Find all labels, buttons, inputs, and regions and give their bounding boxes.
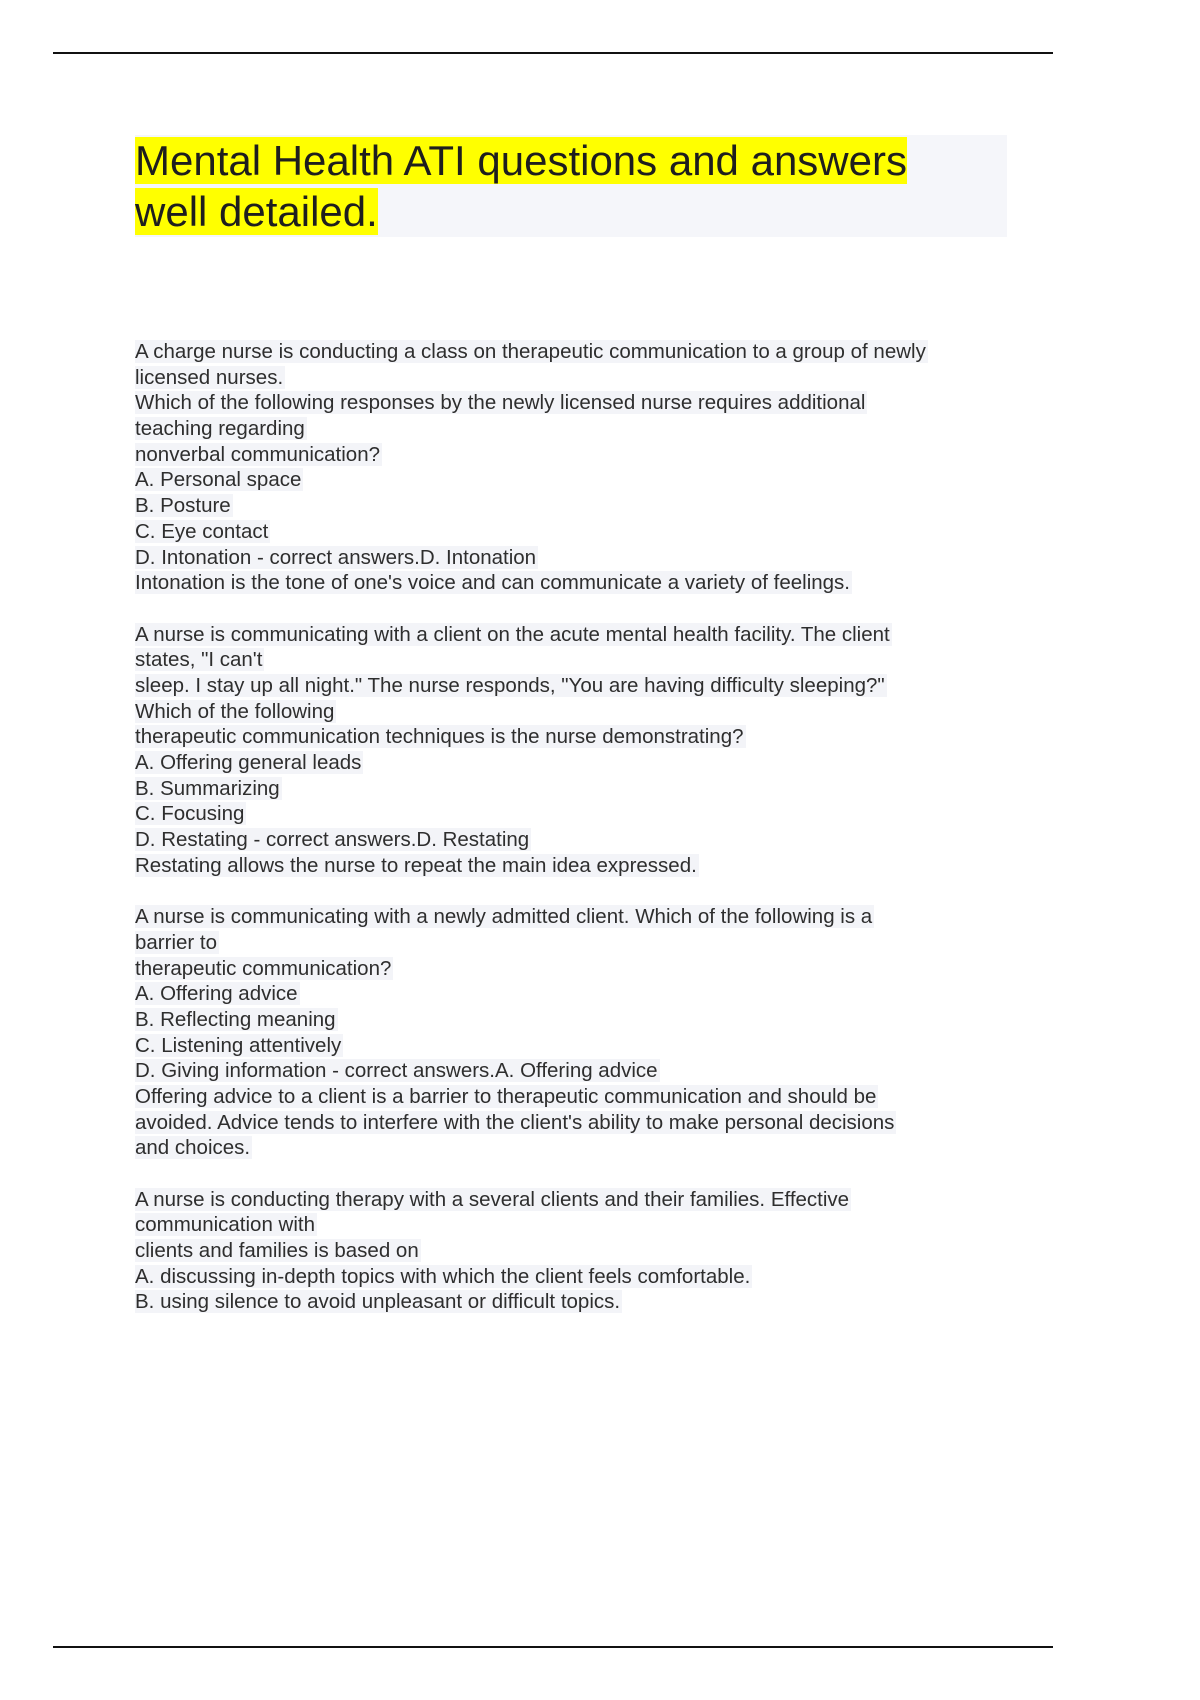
line-text: states, "I can't: [135, 648, 263, 672]
question-line: [135, 365, 1015, 391]
question-line: [135, 801, 1015, 827]
question-line: [135, 545, 1015, 571]
line-text: licensed nurses.: [135, 365, 284, 389]
question-line: [135, 519, 1015, 545]
line-text: communication with: [135, 1213, 316, 1237]
line-text: avoided. Advice tends to interfere with the client's ability to make personal decisions: [135, 1110, 895, 1134]
question-block: [135, 339, 1015, 622]
question-line: [135, 1135, 1015, 1161]
question-line: [135, 339, 1015, 365]
question-line: [135, 853, 1015, 879]
question-line: [135, 1212, 1015, 1238]
question-line: [135, 904, 1015, 930]
line-text: Restating allows the nurse to repeat the main idea expressed.: [135, 853, 697, 877]
question-line: [135, 827, 1015, 853]
blank-line: [135, 596, 1015, 622]
line-text: D. Giving information - correct answers.A. Offering advice: [135, 1059, 658, 1083]
question-line: [135, 442, 1015, 468]
question-line: [135, 724, 1015, 750]
line-text: C. Focusing: [135, 802, 245, 826]
blank-line: [135, 1161, 1015, 1187]
line-text: A. Offering advice: [135, 982, 298, 1006]
question-line: [135, 1289, 1015, 1315]
question-line: [135, 750, 1015, 776]
line-text: C. Eye contact: [135, 519, 269, 543]
line-text: D. Intonation - correct answers.D. Intonation: [135, 545, 537, 569]
line-text: A nurse is communicating with a client on the acute mental health facility. The client: [135, 622, 890, 646]
line-text: and choices.: [135, 1136, 251, 1160]
line-text: therapeutic communication techniques is the nurse demonstrating?: [135, 725, 744, 749]
question-line: [135, 776, 1015, 802]
question-line: [135, 493, 1015, 519]
header-rule: [53, 52, 1053, 54]
question-line: [135, 1187, 1015, 1213]
line-text: B. Reflecting meaning: [135, 1007, 336, 1031]
question-line: [135, 956, 1015, 982]
line-text: A nurse is communicating with a newly admitted client. Which of the following is a: [135, 905, 873, 929]
line-text: A nurse is conducting therapy with a several clients and their families. Effective: [135, 1187, 850, 1211]
line-text: Offering advice to a client is a barrier to therapeutic communication and should be: [135, 1084, 877, 1108]
line-text: clients and families is based on: [135, 1239, 419, 1263]
line-text: nonverbal communication?: [135, 442, 380, 466]
line-text: C. Listening attentively: [135, 1033, 342, 1057]
line-text: A charge nurse is conducting a class on therapeutic communication to a group of newly: [135, 340, 926, 363]
line-text: B. Posture: [135, 494, 231, 518]
line-text: D. Restating - correct answers.D. Restating: [135, 828, 530, 852]
line-text: Intonation is the tone of one's voice and can communicate a variety of feelings.: [135, 571, 851, 595]
title-line: [135, 186, 1007, 237]
question-line: [135, 416, 1015, 442]
line-text: Which of the following: [135, 699, 335, 723]
question-line: [135, 390, 1015, 416]
line-text: A. discussing in-depth topics with which the client feels comfortable.: [135, 1264, 751, 1288]
question-block: [135, 1187, 1015, 1315]
question-block: [135, 904, 1015, 1187]
question-line: [135, 1238, 1015, 1264]
line-text: A. Offering general leads: [135, 751, 362, 774]
question-line: [135, 1110, 1015, 1136]
question-line: [135, 1058, 1015, 1084]
title-line: [135, 135, 1007, 186]
question-line: [135, 1007, 1015, 1033]
question-line: [135, 673, 1015, 699]
line-text: B. Summarizing: [135, 776, 280, 800]
question-block: [135, 622, 1015, 905]
line-text: teaching regarding: [135, 417, 305, 441]
title-text: well detailed.: [135, 188, 378, 235]
question-line: [135, 1033, 1015, 1059]
question-line: [135, 467, 1015, 493]
question-line: [135, 622, 1015, 648]
blank-line: [135, 878, 1015, 904]
line-text: barrier to: [135, 930, 218, 954]
question-line: [135, 1084, 1015, 1110]
line-text: Which of the following responses by the newly licensed nurse requires additional: [135, 391, 866, 415]
question-line: [135, 647, 1015, 673]
question-line: [135, 930, 1015, 956]
question-line: [135, 981, 1015, 1007]
line-text: sleep. I stay up all night." The nurse responds, "You are having difficulty sleeping?": [135, 673, 885, 697]
question-line: [135, 570, 1015, 596]
document-title: [135, 135, 1007, 237]
document-body: [135, 339, 1015, 1315]
line-text: A. Personal space: [135, 468, 302, 492]
question-line: [135, 699, 1015, 725]
line-text: B. using silence to avoid unpleasant or difficult topics.: [135, 1290, 621, 1314]
line-text: therapeutic communication?: [135, 956, 392, 980]
footer-rule: [53, 1646, 1053, 1648]
title-text: Mental Health ATI questions and answers: [135, 137, 907, 184]
question-line: [135, 1264, 1015, 1290]
